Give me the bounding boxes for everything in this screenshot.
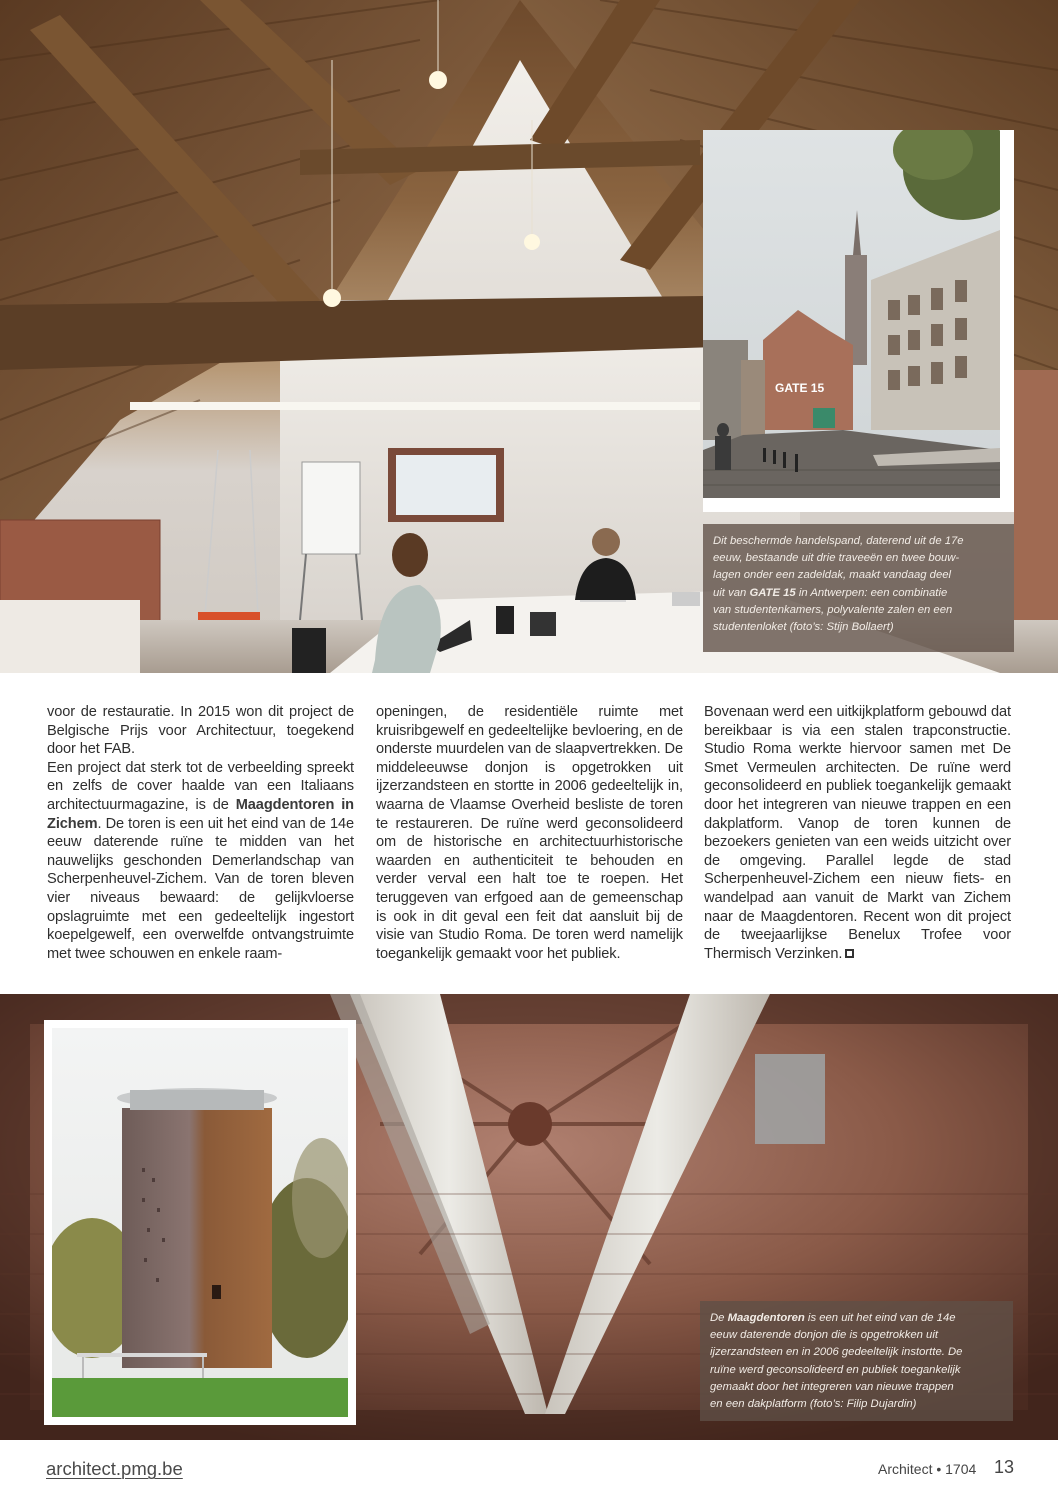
paragraph-text: Een project dat sterk tot de verbeelding spreekt en zelfs de cover haalde van een Italiaans architectuurmagazine, is de <box>47 759 354 813</box>
caption-line: van studentenkamers, polyvalente zalen en een <box>713 603 953 616</box>
caption-line: uit van <box>713 586 750 599</box>
attic-office-photo <box>0 0 1058 673</box>
caption-line: ijzerzandsteen en in 2006 gedeeltelijk instortte. De <box>710 1346 963 1359</box>
caption-line: eeuw, bestaande uit drie traveeën en twee bouw- <box>713 552 960 565</box>
end-of-article-icon <box>845 949 854 958</box>
caption-line: is een uit het eind van de 14e <box>804 1312 956 1324</box>
page-number: 13 <box>994 1457 1015 1477</box>
caption-line: eeuw daterende donjon die is opgetrokken uit <box>710 1329 938 1342</box>
gate15-street-photo <box>703 130 1000 498</box>
paragraph <box>47 759 354 964</box>
maagdentoren-caption <box>700 1301 1013 1421</box>
caption-line: De <box>710 1312 728 1324</box>
article-column-1 <box>47 703 354 963</box>
caption-line: studentenloket (foto’s: Stijn Bollaert) <box>713 621 894 634</box>
paragraph <box>704 703 1011 963</box>
project-name: Maagdentoren in Zichem <box>47 796 354 832</box>
caption-line: lagen onder een zadeldak, maakt vandaag deel <box>713 569 952 582</box>
gate15-photo-frame <box>703 130 1014 512</box>
gate15-caption <box>703 524 1014 652</box>
maagdentoren-photo-frame <box>44 1020 356 1425</box>
paragraph-text: Bovenaan werd een uitkijkplatform gebouwd dat bereikbaar is via een stalen trapconstructie. Studio Roma werkte hiervoor samen met De Smet Vermeulen architecten. De ruïne werd geconsolideerd en publiek toegankelijk gemaakt door het integreren van nieuwe trappen en een dakplatform. Vanop de toren kunnen de bezoekers genieten van een weids uitzicht over de omgeving. Parallel legde de stad Scherpenheuvel-Zichem een nieuw fiets- en wandelpad aan vanuit de Markt van Zichem naar de Maagdentoren. Recent won dit project de tweejaarlijkse Benelux Trofee voor Thermisch Verzinken. <box>704 704 1011 962</box>
paragraph-text: . De toren is een uit het eind van de 14e eeuw daterende ruïne te midden van het nauwelijks geschonden Demerlandschap van Scherpenheuvel-Zichem. Van de toren bleven vier niveaus bewaard: de gelijkvloerse opslagruimte met een gedeeltelijk ingestort koepelgewelf, een overwelfde ontvangstruimte met twee schouwen en enkele raam- <box>47 815 354 962</box>
caption-line: in Antwerpen: een combinatie <box>795 586 948 599</box>
caption-highlight: GATE 15 <box>749 586 796 599</box>
magazine-issue: Architect • 1704 <box>878 1461 977 1477</box>
website-link[interactable]: architect.pmg.be <box>46 1458 183 1479</box>
article-column-2 <box>376 703 683 963</box>
caption-line: en een dakplatform (foto’s: Filip Dujardin) <box>710 1398 917 1411</box>
paragraph: openingen, de residentiële ruimte met kruisribgewelf en gedeeltelijke bevloering, en de onderste muurdelen van de slaapvertrekken. De middeleeuwse donjon is opgetrokken uit ijzerzandsteen en stortte in 2006 gedeeltelijk in, waarna de Vlaamse Overheid besliste de toren te restaureren. De ruïne werd geconsolideerd om de historische en architectuurhistorische waarden en authenticiteit te behouden en verder verval een halt toe te roepen. Het teruggeven van erfgoed aan de gemeenschap is ook in dit geval een feit dat aansluit bij de visie van Studio Roma. De toren werd namelijk toegankelijk gemaakt voor het publiek. <box>376 704 684 962</box>
caption-highlight: Maagdentoren <box>727 1312 805 1324</box>
paragraph: voor de restauratie. In 2015 won dit project de Belgische Prijs voor Architectuur, toegekend door het FAB. <box>47 704 354 758</box>
article-column-3 <box>704 703 1011 963</box>
gate15-sign: GATE 15 <box>775 381 825 395</box>
caption-line: Dit beschermde handelspand, daterend uit de 17e <box>713 535 964 547</box>
caption-line: ruïne werd geconsolideerd en publiek toegankelijk <box>710 1363 961 1376</box>
maagdentoren-exterior-photo <box>52 1028 348 1417</box>
caption-line: gemaakt door het integreren van nieuwe trappen <box>710 1380 954 1393</box>
